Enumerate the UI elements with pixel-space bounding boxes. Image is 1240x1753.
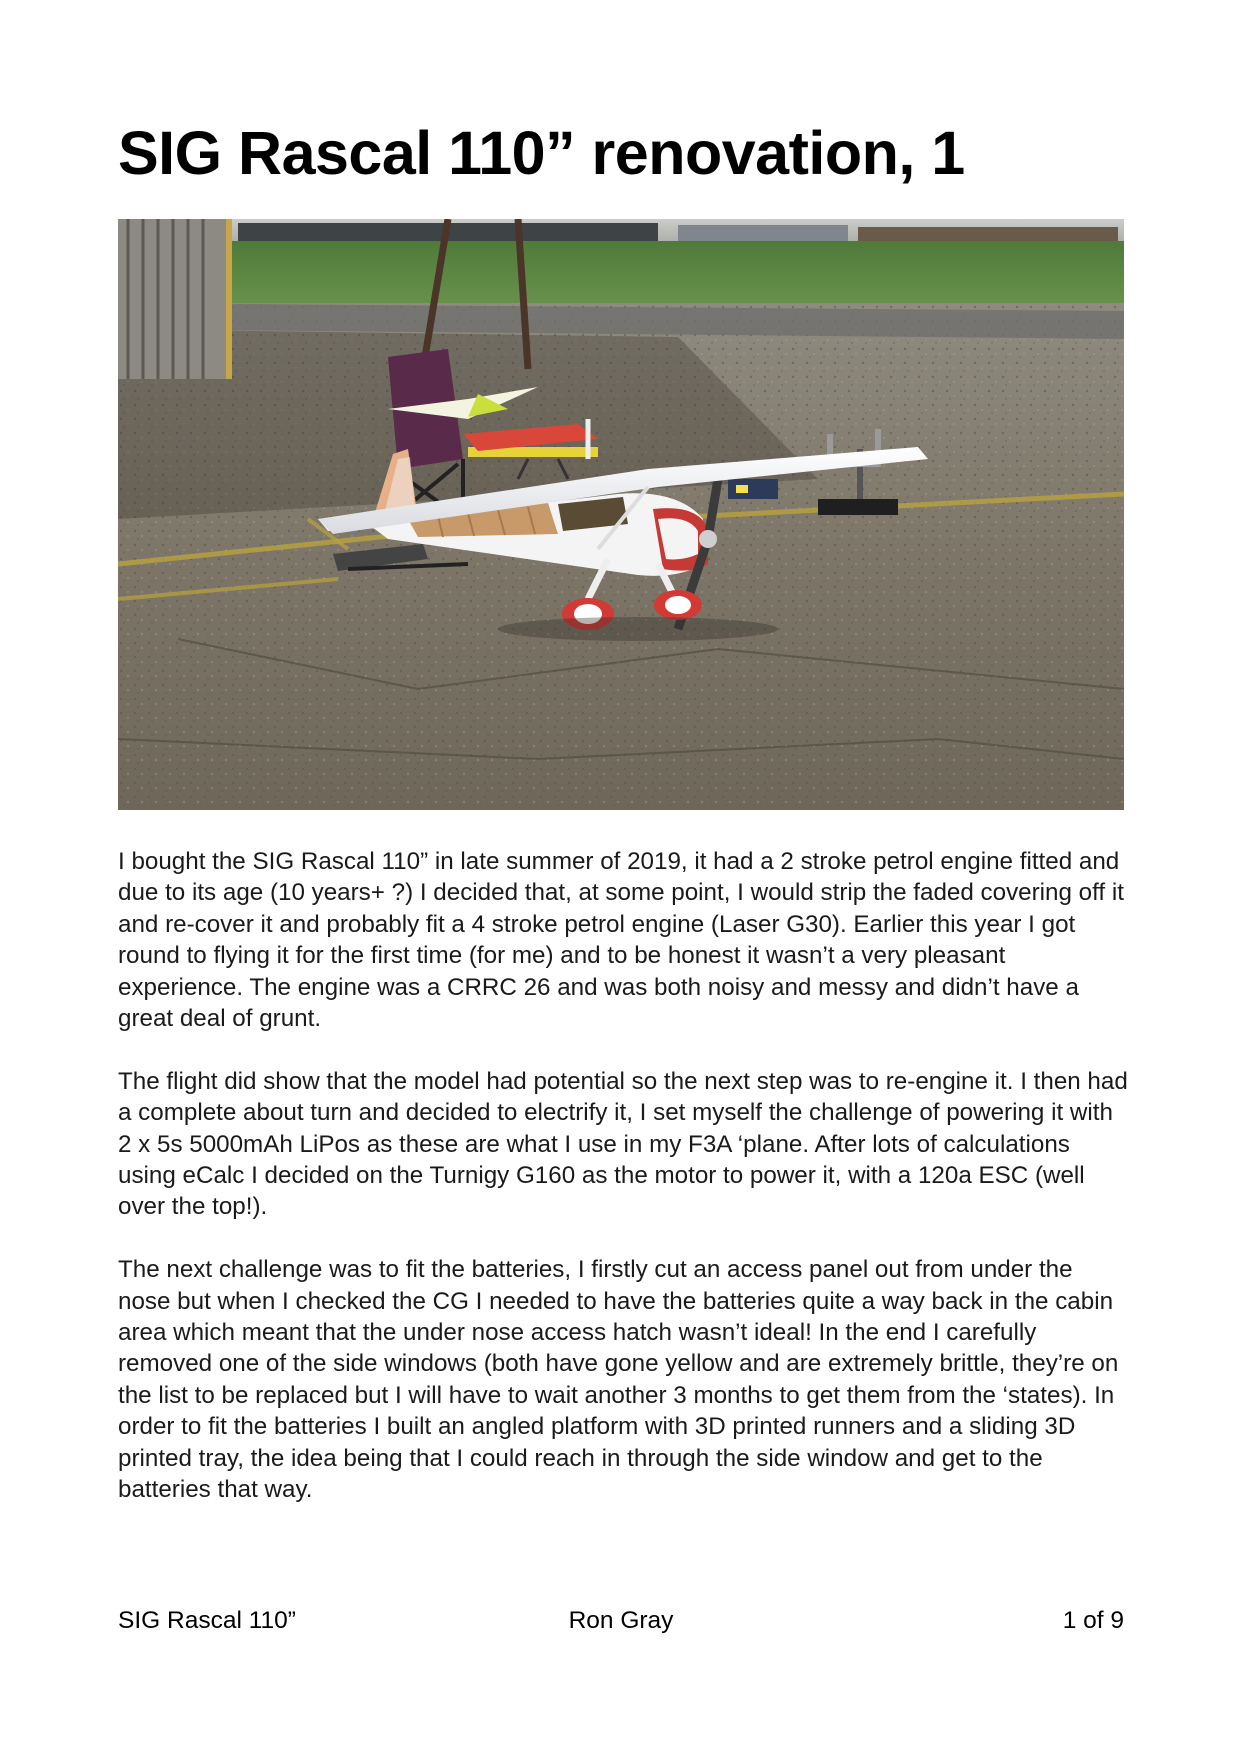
- footer-document-title: SIG Rascal 110”: [118, 1607, 296, 1634]
- article-body: [118, 846, 1128, 1537]
- page-title: SIG Rascal 110” renovation, 1: [118, 119, 965, 187]
- paragraph: I bought the SIG Rascal 110” in late summer of 2019, it had a 2 stroke petrol engine fitted and due to its age (10 years+ ?) I decided that, at some point, I would strip the faded covering off it and re-cover it and probably fit a 4 stroke petrol engine (Laser G30). Earlier this year I got round to flying it for the first time (for me) and to be honest it wasn’t a very pleasant experience. The engine was a CRRC 26 and was both noisy and messy and didn’t have a great deal of grunt.: [118, 848, 1124, 1033]
- page-footer: [118, 1607, 1124, 1639]
- paragraph: The flight did show that the model had potential so the next step was to re-engine it. I then had a complete about turn and decided to electrify it, I set myself the challenge of powering it with 2 x 5s 5000mAh LiPos as these are what I use in my F3A ‘plane. After lots of calculations using eCalc I decided on the Turnigy G160 as the motor to power it, with a 120a ESC (well over the top!).: [118, 1067, 1128, 1221]
- paragraph: The next challenge was to fit the batteries, I firstly cut an access panel out from under the nose but when I checked the CG I needed to have the batteries quite a way back in the cabin area which meant that the under nose access hatch wasn’t ideal! In the end I carefully removed one of the side windows (both have gone yellow and are extremely brittle, they’re on the list to be replaced but I will have to wait another 3 months to get them from the ‘states). In order to fit the batteries I built an angled platform with 3D printed runners and a sliding 3D printed tray, the idea being that I could reach in through the side window and get to the batteries that way.: [118, 1256, 1119, 1504]
- page-number: 1 of 9: [1062, 1607, 1124, 1634]
- airplane-photo: [118, 219, 1124, 810]
- footer-author: Ron Gray: [568, 1607, 674, 1634]
